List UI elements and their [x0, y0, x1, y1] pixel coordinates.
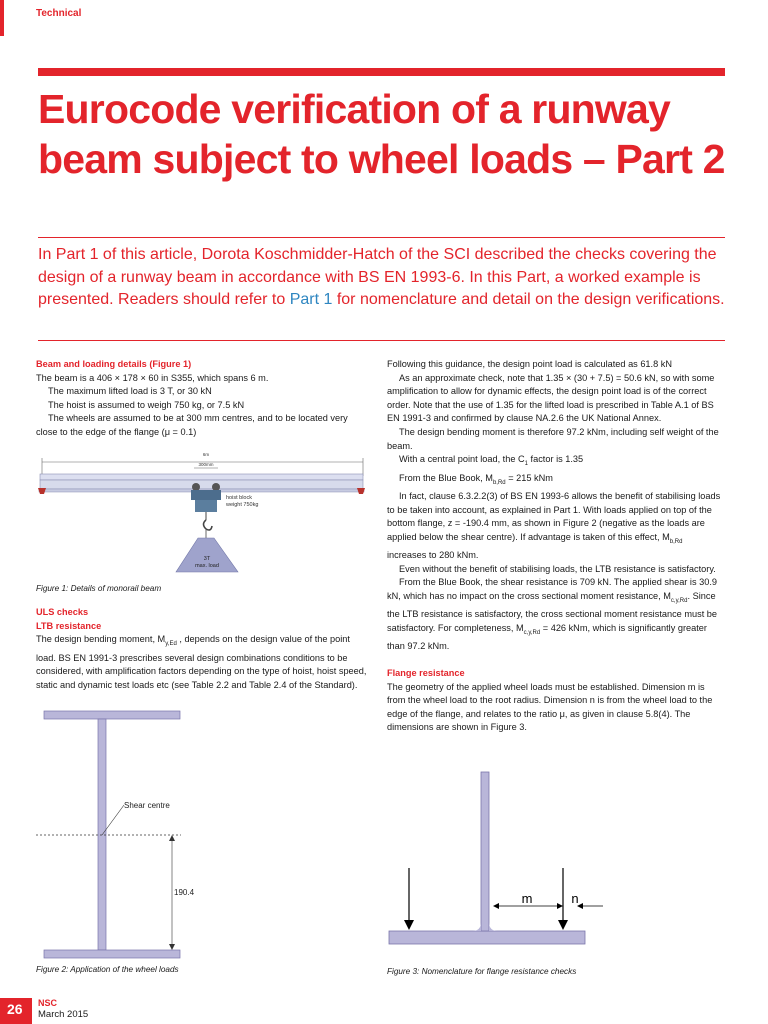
max-load-label: max. load — [195, 563, 219, 569]
left-support — [38, 488, 46, 494]
magazine-name: NSC — [38, 998, 58, 1008]
hoist-block — [195, 500, 217, 512]
figure3-flange-diagram — [387, 768, 723, 964]
beam-paragraph: The beam is a 406 × 178 × 60 in S355, which spans 6 m. — [36, 372, 269, 383]
title-bar — [38, 68, 725, 76]
spacer — [387, 654, 723, 667]
left-column-top — [36, 358, 371, 440]
hook — [204, 520, 213, 530]
paragraph: In fact, clause 6.3.2.2(3) of BS EN 1993-6 allows the benefit of stabilising loads to be taken into account, as explained in Part 1. With loads applied on top of the bottom flange, z = -190.4 mm, as shown in Figure 2 (negative as the loads are applied below the shear centre). If advantage is taken of this effect, $M_{b,Rd}$ increases to 280 kNm. — [387, 491, 721, 561]
paragraph: As an approximate check, note that 1.35 × (30 + 7.5) = 50.6 kN, so with some amplification to allow for dynamic effects, the design point load is of the correct order. Note that the use of 1.35 for the lifted load is prescribed in Table A.1 of BS EN 1991-3 and confirmed by clause NA.2.6 the UK National Annex. — [387, 372, 715, 424]
figure1-caption: Figure 1: Details of monorail beam — [36, 584, 162, 593]
paragraph: From the Blue Book, $M_{b,Rd} = 215$ kNm — [399, 472, 553, 486]
paragraph: Following this guidance, the design point load is calculated as 61.8 kN — [387, 359, 672, 369]
paragraph: The geometry of the applied wheel loads must be established. Dimension m is from the wheel load to the root radius. Dimension n is from the wheel load to the edge of the flange, and relates to the ratio μ, as given in clause 5.8(4). The dimensions are shown in Figure 3. — [387, 681, 713, 733]
web — [481, 772, 489, 931]
root-radius-left — [472, 922, 481, 931]
figure2-caption: Figure 2: Application of the wheel loads — [36, 965, 179, 974]
load-label: 3T — [203, 556, 211, 562]
article-title: Eurocode verification of a runway beam subject to wheel loads – Part 2 — [38, 86, 725, 182]
left-column-bottom — [36, 606, 371, 692]
beam-web — [40, 480, 363, 489]
bottom-flange — [44, 950, 180, 958]
part1-link[interactable]: Part 1 — [289, 291, 333, 308]
paragraph: The design bending moment is therefore 97.2 kNm, including self weight of the beam. — [387, 426, 719, 451]
hoist-weight-label: weight 750kg — [226, 502, 259, 508]
trolley-wheel — [192, 483, 200, 491]
n-label: n — [571, 891, 579, 906]
ltb-paragraph: The design bending moment, $M_{y,Ed}$ , depends on the design value of the point load. BS EN 1991-3 prescribes several design combinations conditions to be considered, with amplification factors depending on the type of hoist, hoist speed, static and dynamic test loads etc (see Table 2.2 and Table 2.4 of the Standard). — [36, 634, 367, 690]
flange — [389, 931, 585, 944]
trolley-wheel — [212, 483, 220, 491]
page-number: 26 — [0, 998, 32, 1024]
section-label: Technical — [36, 8, 82, 19]
beam-paragraph: The maximum lifted load is 3 T, or 30 kN — [48, 386, 212, 397]
right-column — [387, 358, 723, 735]
span-label: 6m — [202, 452, 210, 457]
figure2-section-diagram — [36, 708, 371, 964]
issue-date: March 2015 — [38, 1009, 89, 1020]
standfirst — [38, 244, 728, 312]
m-label: m — [521, 891, 533, 906]
root-radius-right — [489, 922, 498, 931]
beam-heading: Beam and loading details (Figure 1) — [36, 359, 192, 369]
beam-paragraph: The hoist is assumed to weigh 750 kg, or 7.5 kN — [48, 399, 245, 410]
standfirst-text: In Part 1 of this article, Dorota Koschmidder-Hatch of the SCI described the checks covering the design of a runway beam in accordance with BS EN 1993-6. In this Part, a worked example is presented. Readers should refer to — [38, 246, 717, 308]
section-marker — [0, 0, 4, 36]
paragraph: Even without the benefit of stabilising loads, the LTB resistance is satisfactory. — [399, 563, 716, 574]
paragraph: With a central point load, the $C_1$ factor is 1.35 — [399, 454, 584, 467]
top-flange — [44, 711, 180, 719]
title-divider — [38, 237, 725, 238]
hoist-label: hoist block — [226, 495, 252, 501]
beam-top-flange — [40, 474, 363, 480]
standfirst-text-end: for nomenclature and detail on the design verifications. — [332, 291, 725, 308]
beam-paragraph: The wheels are assumed to be at 300 mm centres, and to be located very close to the edge of the flange (μ = 0.1) — [36, 413, 348, 437]
ltb-heading: LTB resistance — [36, 620, 102, 631]
uls-heading: ULS checks — [36, 607, 89, 617]
right-support — [357, 488, 365, 494]
standfirst-divider — [38, 340, 725, 341]
figure3-caption: Figure 3: Nomenclature for flange resistance checks — [387, 967, 577, 976]
centres-label: 300mm — [198, 462, 214, 467]
shear-centre-label: Shear centre — [124, 801, 170, 810]
dimension-label: 190.4 — [174, 888, 195, 897]
paragraph: From the Blue Book, the shear resistance is 709 kN. The applied shear is 30.9 kN, which has no impact on the cross sectional moment resistance, $M_{c,y,Rd}$. Since the LTB resistance is satisfactory, the cross sectional moment resistance must be satisfactory. For completeness, $M_{c,y,Rd} = 426$ kNm, which is significantly greater than 97.2 kNm. — [387, 577, 718, 652]
trolley-frame — [191, 490, 221, 500]
flange-heading: Flange resistance — [387, 668, 465, 679]
figure1-monorail-diagram — [36, 446, 371, 576]
